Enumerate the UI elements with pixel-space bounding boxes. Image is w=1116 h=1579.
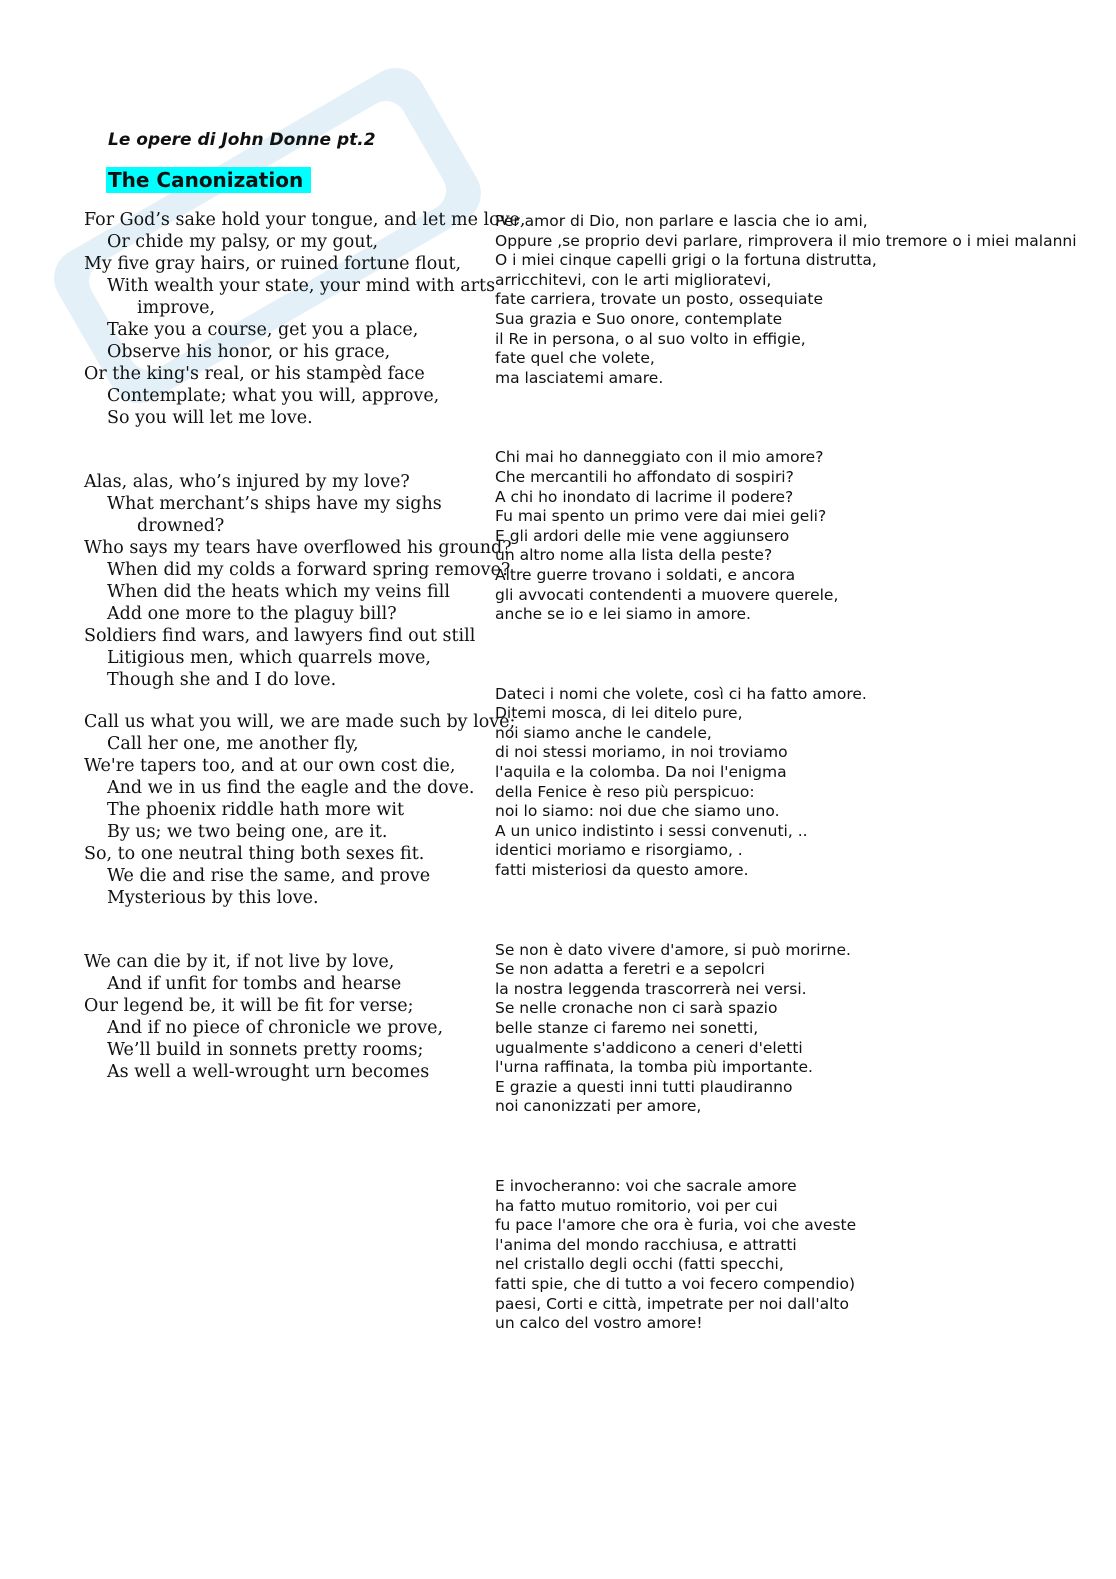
italian-line: nel cristallo degli occhi (fatti specchi,	[495, 1255, 784, 1274]
italian-line: paesi, Corti e città, impetrate per noi dall'alto	[495, 1294, 849, 1313]
english-stanza	[84, 951, 529, 1083]
italian-line: anche se io e lei siamo in amore.	[495, 605, 751, 624]
english-line: Alas, alas, who’s injured by my love?	[84, 472, 410, 492]
english-line: Soldiers find wars, and lawyers find out still	[84, 626, 476, 646]
italian-line: E grazie a questi inni tutti plaudiranno	[495, 1077, 793, 1096]
english-line: The phoenix riddle hath more wit	[107, 800, 405, 820]
italian-line: identici moriamo e risorgiamo, .	[495, 841, 743, 860]
english-line: Or chide my palsy, or my gout,	[107, 232, 379, 252]
english-line: With wealth your state, your mind with arts improve,	[107, 276, 496, 318]
english-line: And if no piece of chronicle we prove,	[107, 1018, 444, 1038]
italian-line: O i miei cinque capelli grigi o la fortuna distrutta,	[495, 251, 877, 270]
english-line: Though she and I do love.	[107, 670, 337, 690]
italian-line: Se nelle cronache non ci sarà spazio	[495, 999, 778, 1018]
english-line: By us; we two being one, are it.	[107, 822, 388, 842]
italian-stanza	[495, 941, 1095, 1117]
italian-line: noi canonizzati per amore,	[495, 1097, 702, 1116]
english-line: Our legend be, it will be fit for verse;	[84, 996, 414, 1016]
italian-line: Ditemi mosca, di lei ditelo pure,	[495, 704, 743, 723]
italian-line: l'urna raffinata, la tomba più importante.	[495, 1058, 813, 1077]
english-line: When did the heats which my veins fill	[107, 582, 450, 602]
english-line: Or the king's real, or his stampèd face	[84, 364, 425, 384]
italian-line: noi lo siamo: noi due che siamo uno.	[495, 802, 780, 821]
italian-stanza	[495, 212, 1095, 388]
italian-line: fu pace l'amore che ora è furia, voi che aveste	[495, 1216, 857, 1235]
english-line: What merchant’s ships have my sighs drowned?	[107, 494, 442, 536]
italian-line: fate carriera, trovate un posto, ossequiate	[495, 290, 823, 309]
italian-line: belle stanze ci faremo nei sonetti,	[495, 1019, 759, 1037]
italian-line: un altro nome alla lista della peste?	[495, 546, 773, 565]
italian-line: il Re in persona, o al suo volto in effigie,	[495, 329, 806, 348]
english-line: Call us what you will, we are made such by love;	[84, 712, 516, 732]
poem-title: The Canonization	[106, 167, 311, 193]
english-line: We can die by it, if not live by love,	[84, 952, 395, 972]
italian-line: fatti misteriosi da questo amore.	[495, 861, 749, 880]
english-line: We die and rise the same, and prove	[107, 866, 431, 886]
english-line: And we in us find the eagle and the dove.	[107, 778, 475, 798]
italian-line: Altre guerre trovano i soldati, e ancora	[495, 565, 796, 584]
english-line: Who says my tears have overflowed his ground?	[84, 538, 512, 558]
italian-stanza	[495, 1177, 1095, 1334]
english-line: Take you a course, get you a place,	[107, 320, 419, 340]
italian-line: della Fenice è reso più perspicuo:	[495, 782, 755, 801]
italian-stanza	[495, 685, 1095, 881]
document-header: Le opere di John Donne pt.2	[108, 130, 376, 150]
italian-line: A un unico indistinto i sessi convenuti, ..	[495, 821, 808, 840]
italian-line: un calco del vostro amore!	[495, 1314, 703, 1333]
italian-line: fatti spie, che di tutto a voi fecero compendio)	[495, 1274, 856, 1293]
italian-line: Sua grazia e Suo onore, contemplate	[495, 309, 783, 328]
italian-line: ha fatto mutuo romitorio, voi per cui	[495, 1196, 778, 1215]
italian-line: ugualmente s'addicono a ceneri d'eletti	[495, 1038, 803, 1057]
english-line: Call her one, me another fly,	[107, 734, 359, 754]
english-text	[84, 209, 529, 1103]
italian-line: Chi mai ho danneggiato con il mio amore?	[495, 448, 824, 467]
english-line: My five gray hairs, or ruined fortune flout,	[84, 254, 462, 274]
italian-translation	[495, 212, 1095, 1394]
english-line: Contemplate; what you will, approve,	[107, 386, 440, 406]
italian-line: ma lasciatemi amare.	[495, 368, 664, 387]
italian-line: A chi ho inondato di lacrime il podere?	[495, 487, 794, 506]
italian-line: di noi stessi moriamo, in noi troviamo	[495, 743, 788, 762]
italian-line: fate quel che volete,	[495, 349, 655, 368]
english-line: When did my colds a forward spring remove?	[107, 560, 511, 580]
english-stanza	[84, 711, 529, 909]
english-line: We're tapers too, and at our own cost die,	[84, 756, 456, 776]
english-stanza	[84, 209, 529, 429]
italian-line: Che mercantili ho affondato di sospiri?	[495, 467, 794, 486]
english-line: So you will let me love.	[107, 408, 313, 428]
italian-line: l'anima del mondo racchiusa, e attratti	[495, 1235, 797, 1254]
italian-line: E invocheranno: voi che sacrale amore	[495, 1176, 797, 1195]
english-line: As well a well-wrought urn becomes	[107, 1062, 430, 1082]
english-line: So, to one neutral thing both sexes fit.	[84, 844, 425, 864]
italian-line: la nostra leggenda trascorrerà nei versi.	[495, 979, 807, 998]
italian-line: Se non adatta a feretri e a sepolcri	[495, 960, 765, 979]
italian-line: l'aquila e la colomba. Da noi l'enigma	[495, 763, 787, 782]
italian-line: Dateci i nomi che volete, così ci ha fatto amore.	[495, 684, 867, 703]
italian-line: Se non è dato vivere d'amore, si può morirne.	[495, 940, 851, 959]
italian-line: Fu mai spento un primo vere dai miei geli?	[495, 507, 827, 526]
english-line: Litigious men, which quarrels move,	[107, 648, 431, 668]
english-line: For God’s sake hold your tongue, and let me love,	[84, 210, 526, 230]
english-line: Observe his honor, or his grace,	[107, 342, 391, 362]
italian-line: Per amor di Dio, non parlare e lascia che io ami,	[495, 212, 868, 230]
english-line: And if unfit for tombs and hearse	[107, 974, 402, 994]
italian-line: E gli ardori delle mie vene aggiunsero	[495, 526, 790, 545]
italian-stanza	[495, 448, 1095, 624]
english-line: Mysterious by this love.	[107, 888, 319, 908]
italian-line: gli avvocati contendenti a muovere querele,	[495, 585, 839, 604]
english-line: We’ll build in sonnets pretty rooms;	[107, 1040, 424, 1060]
italian-line: noi siamo anche le candele,	[495, 723, 712, 742]
italian-line: Oppure ,se proprio devi parlare, rimprovera il mio tremore o i miei malanni	[495, 231, 1077, 250]
italian-line: arricchitevi, con le arti miglioratevi,	[495, 270, 772, 289]
english-stanza	[84, 471, 529, 691]
english-line: Add one more to the plaguy bill?	[107, 604, 397, 624]
